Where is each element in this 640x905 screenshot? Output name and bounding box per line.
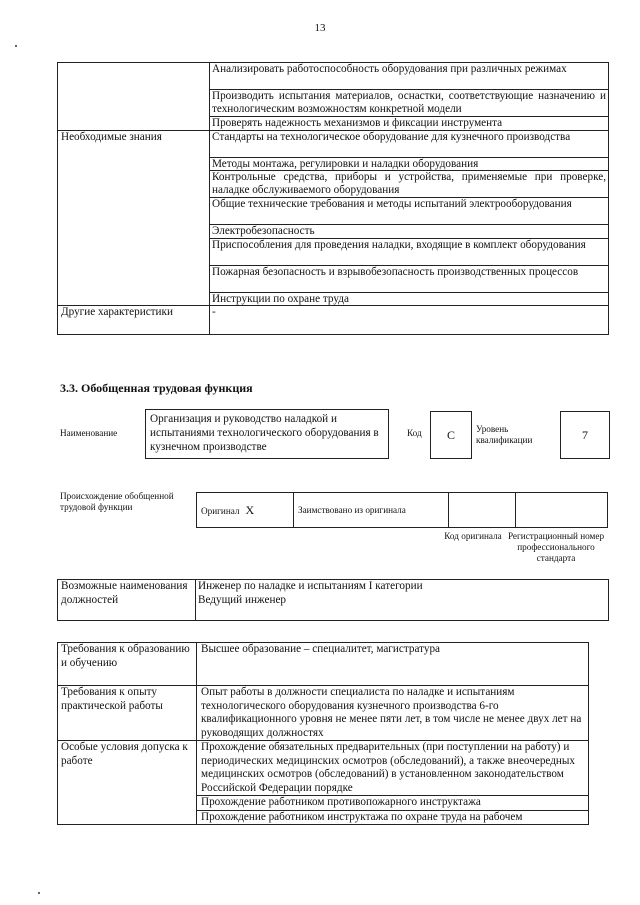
scan-dot: [15, 45, 17, 47]
table-row: [58, 580, 609, 621]
origin-label: Происхождение обобщенной трудовой функции: [60, 491, 174, 512]
name-label: Наименование: [60, 428, 118, 438]
section-heading: 3.3. Обобщенная трудовая функция: [60, 381, 253, 395]
code-original-cell: [449, 493, 516, 528]
requirements-table: [57, 642, 589, 825]
function-name-box: Организация и руководство наладкой и испытаниями технологического оборудования в кузнечном производстве: [145, 409, 389, 459]
table-cell: Производить испытания материалов, оснастки, соответствующие назначению и технологическим возможностям конкретной модели: [210, 90, 609, 117]
table-row: [58, 643, 589, 686]
table-row: [197, 493, 608, 528]
reg-number-caption: Регистрационный номер профессионального стандарта: [507, 531, 605, 563]
row-label: Особые условия допуска к работе: [58, 741, 197, 825]
table-row: [58, 686, 589, 741]
row-label: [58, 63, 210, 131]
table-row: [58, 130, 609, 157]
table-cell: Опыт работы в должности специалиста по наладке и испытаниям технологического оборудования кузнечного производства 6-го квалификационного уровня не менее пяти лет, в том числе не менее двух лет на руководящих должностях: [197, 686, 589, 741]
table-cell: Прохождение работником противопожарного инструктажа: [197, 796, 589, 811]
positions-table: [57, 579, 609, 621]
positions-label: Возможные наименования должностей: [58, 580, 196, 621]
table-row: [58, 63, 609, 90]
table-row: [58, 306, 609, 335]
scan-dot: [38, 892, 40, 894]
table-cell: Электробезопасность: [210, 225, 609, 239]
original-mark: X: [245, 502, 255, 517]
table-cell: Методы монтажа, регулировки и наладки оборудования: [210, 157, 609, 171]
table-cell: Приспособления для проведения наладки, входящие в комплект оборудования: [210, 238, 609, 265]
table-cell: Проверять надежность механизмов и фиксации инструмента: [210, 117, 609, 131]
code-original-caption: Код оригинала: [444, 531, 502, 541]
row-label: Необходимые знания: [58, 130, 210, 306]
table-cell: -: [210, 306, 609, 335]
table-cell: Анализировать работоспособность оборудования при различных режимах: [210, 63, 609, 90]
original-cell: [197, 493, 294, 528]
borrowed-cell: Заимствовано из оригинала: [294, 493, 449, 528]
table-cell: Инструкции по охране труда: [210, 292, 609, 306]
positions-values: [196, 580, 609, 621]
table-cell: Прохождение обязательных предварительных (при поступлении на работу) и периодических медицинских осмотров (обследований), а также внеочередных медицинских осмотров (обследований) в установленном законодательством Российской Федерации порядке: [197, 741, 589, 796]
table-cell: Прохождение работником инструктажа по охране труда на рабочем: [197, 810, 589, 825]
page-number: 13: [314, 22, 326, 34]
origin-table: [196, 492, 608, 528]
row-label: Требования к образованию и обучению: [58, 643, 197, 686]
skills-knowledge-table: [57, 62, 609, 335]
row-label: Требования к опыту практической работы: [58, 686, 197, 741]
level-box: 7: [560, 411, 610, 459]
reg-number-cell: [516, 493, 608, 528]
position-item: Ведущий инженер: [198, 593, 287, 606]
table-cell: Контрольные средства, приборы и устройства, применяемые при проверке, наладке обслуживаемого оборудования: [210, 171, 609, 198]
table-cell: Стандарты на технологическое оборудование для кузнечного производства: [210, 130, 609, 157]
code-box: C: [430, 411, 472, 459]
table-cell: Общие технические требования и методы испытаний электрооборудования: [210, 198, 609, 225]
table-row: [58, 741, 589, 796]
table-cell: Высшее образование – специалитет, магистратура: [197, 643, 589, 686]
position-item: Инженер по наладке и испытаниям I категории: [198, 580, 423, 592]
level-label: Уровень квалификации: [476, 424, 533, 445]
row-label: Другие характеристики: [58, 306, 210, 335]
table-cell: Пожарная безопасность и взрывобезопасность производственных процессов: [210, 265, 609, 292]
original-label: Оригинал: [201, 505, 240, 516]
code-label: Код: [407, 428, 422, 438]
